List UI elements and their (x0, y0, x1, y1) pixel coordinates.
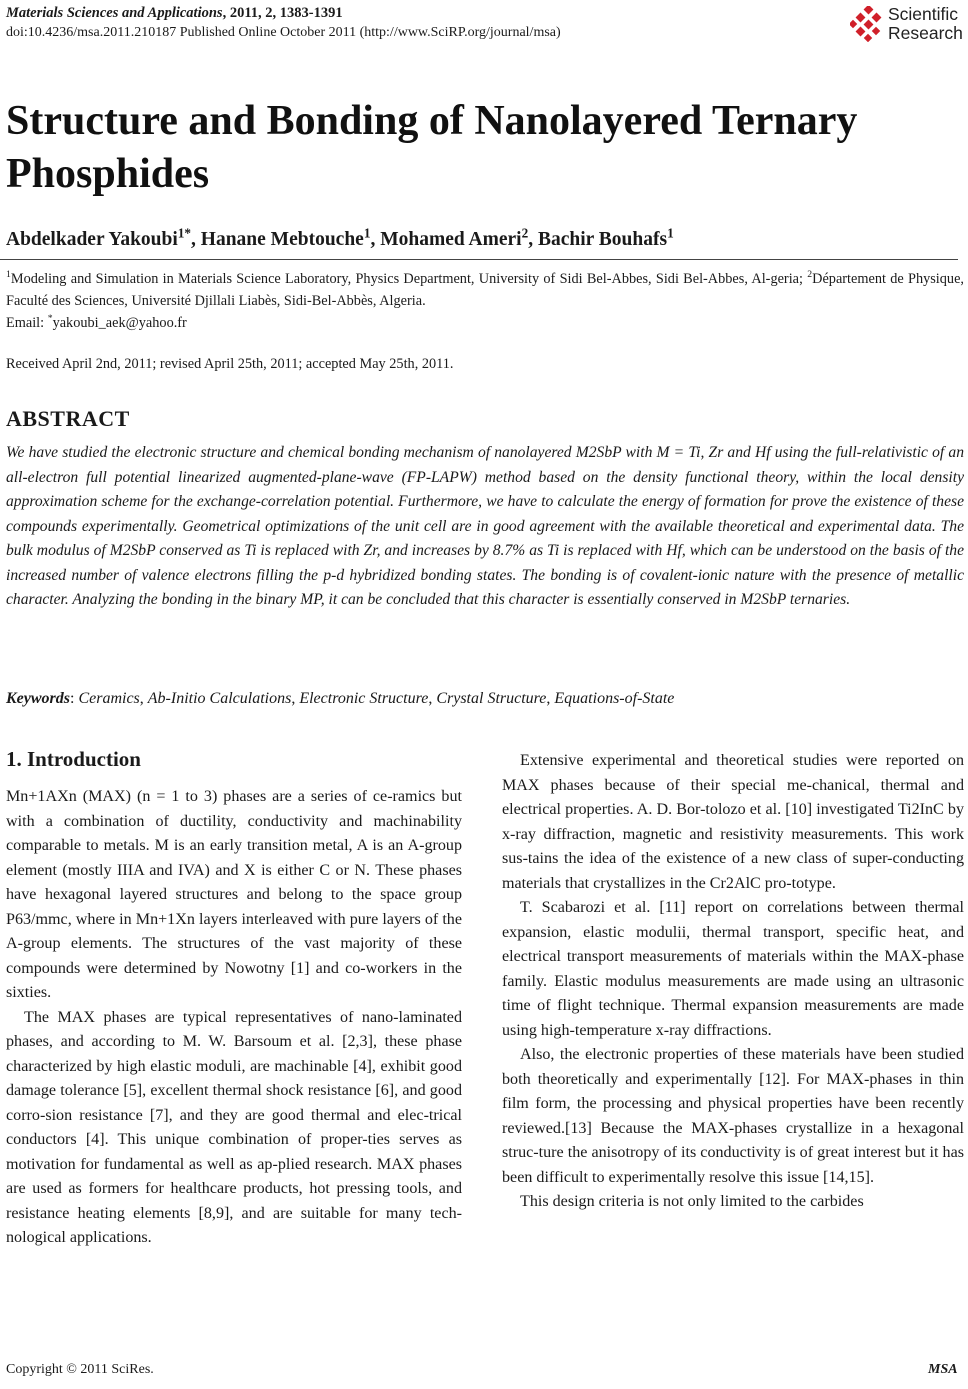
article-title (6, 95, 956, 201)
logo-word-scientific: Scientific (888, 4, 959, 24)
scirp-logo-icon (850, 6, 886, 42)
journal-volume: , 2011, 2, 1383-1391 (222, 5, 343, 21)
title-line-2: Phosphides (6, 151, 210, 197)
logo-word-research: Research (888, 23, 963, 43)
affiliation-2: Département de Physique, Faculté des Sciences, Université Djillali Liabès, Sidi-Bel-Abbès, Algeria. (6, 271, 964, 309)
intro-paragraph: The MAX phases are typical representatives of nano-laminated phases, and according to M. W. Barsoum et al. [2,3], these phase characterized by high elastic moduli, are machinable [4], exhibit good damage tolerance [5], excellent thermal shock resistance [6], and good corro-sion resistance [7], and they are good thermal and elec-trical conductors [4]. This unique combination of proper-ties serves as motivation for fundamental as well as ap-plied research. MAX phases are used as formers for healthcare products, hot pressing tools, and resistance heating elements [8,9], and are suitable for many tech-nological applications. (6, 1008, 462, 1246)
affil-mark: 2 (807, 269, 813, 281)
footer-journal-abbr: MSA (928, 1362, 958, 1377)
author-affil-mark: 1* (177, 225, 192, 241)
email-mark: * (47, 313, 53, 325)
author-name: Bachir Bouhafs (537, 229, 668, 250)
affiliation-1: Modeling and Simulation in Materials Science Laboratory, Physics Department, University of Sidi Bel-Abbes, Sidi Bel-Abbes, Al-geria; (10, 271, 808, 287)
author-name: Abdelkader Yakoubi (6, 229, 178, 250)
intro-paragraph: Extensive experimental and theoretical studies were reported on MAX phases because of their special me-chanical, thermal and electrical properties. A. D. Bor-tolozo et al. [10] investigated Ti2InC by x-ray diffraction, magnetic and resistivity measurements. This work sus-tains the idea of the existence of a new class of super-conducting materials that crystallizes in the Cr2AlC pro-totype. (502, 752, 964, 892)
author-affil-mark: 1 (363, 225, 371, 241)
intro-paragraph: T. Scabarozi et al. [11] report on correlations between thermal expansion, elastic modulii, thermal transport, specific heat, and electrical transport measurements of materials within the MAX-phase family. Elastic modulus measurements are made using an ultrasonic time of flight technique. Thermal expansion measurements are made using high-temperature x-ray diffractions. (502, 899, 964, 1039)
journal-header (6, 4, 561, 42)
keyword: Crystal Structure (436, 690, 547, 707)
email-address[interactable]: yakoubi_aek@yahoo.fr (52, 315, 187, 331)
body-column-left (6, 785, 462, 1251)
footer-copyright: Copyright © 2011 SciRes. (6, 1362, 154, 1377)
section-heading-introduction: 1. Introduction (6, 747, 141, 771)
affil-mark: 1 (6, 269, 11, 281)
author-affil-mark: 2 (521, 225, 529, 241)
keyword: Ceramics (78, 690, 140, 707)
doi-line: doi:10.4236/msa.2011.210187 Published Online October 2011 (http://www.SciRP.org/journal/msa) (6, 25, 561, 40)
author-list: Abdelkader Yakoubi$^{1*}$, Hanane Mebtouche$^1$, Mohamed Ameri$^2$, Bachir Bouhafs$^1$ (6, 225, 674, 250)
author-name: Mohamed Ameri (380, 229, 522, 250)
title-line-1: Structure and Bonding of Nanolayered Ternary (6, 98, 858, 144)
keyword: Equations-of-State (554, 690, 675, 707)
keyword: Ab-Initio Calculations (147, 690, 292, 707)
email-label: Email: (6, 315, 48, 331)
journal-name: Materials Sciences and Applications (6, 5, 223, 21)
intro-paragraph: Also, the electronic properties of these materials have been studied both theoretically and experimentally [12]. For MAX-phases in thin film form, the processing and physical properties have been recently reviewed.[13] Because the MAX-phases crystallize in a hexagonal struc-ture the anisotropy of its conductivity is of great interest but it has been difficult to experimentally resolve this issue [14,15]. (502, 1046, 964, 1186)
header-divider (0, 259, 958, 260)
abstract-heading: ABSTRACT (6, 406, 130, 431)
email-line (6, 315, 187, 332)
received-dates: Received April 2nd, 2011; revised April 25th, 2011; accepted May 25th, 2011. (6, 356, 454, 372)
intro-paragraph: This design criteria is not only limited to the carbides (520, 1193, 864, 1210)
abstract-text: We have studied the electronic structure and chemical bonding mechanism of nanolayered M2SbP with M = Ti, Zr and Hf using the full-relativistic of an all-electron full potential linearized augmented-plane-wave (FP-LAPW) method based on the density functional theory, within the local density approximation scheme for the exchange-correlation potential. Furthermore, we have to calculate the energy of formation for prove the existence of these compounds experimentally. Geometrical optimizations of the unit cell are in good agreement with the available theoretical and experimental data. The bulk modulus of M2SbP conserved as Ti is replaced with Zr, and increases by 8.7% as Ti is replaced with Hf, which can be understood on the basis of the increased number of valence electrons filling the p-d hybridized bonding states. The bonding is of covalent-ionic nature with the presence of metallic character. Analyzing the bonding in the binary MP, it can be concluded that this character is essentially conserved in M2SbP ternaries. (6, 444, 964, 608)
author-affil-mark: 1 (667, 225, 674, 241)
publisher-logo (850, 2, 968, 46)
affiliations (6, 268, 964, 312)
keywords-label: Keywords (6, 690, 70, 707)
body-column-right (502, 749, 964, 1215)
intro-paragraph: Mn+1AXn (MAX) (n = 1 to 3) phases are a series of ce-ramics but with a combination of ductility, conductivity and machinability comparable to metals. M is an early transition metal, A is an A-group element (mostly IIIA and IVA) and X is either C or N. These phases have hexagonal layered structures and belong to the space group P63/mmc, where in Mn+1Xn layers interleaved with pure layers of the A-group elements. The structures of the vast majority of these compounds were determined by Nowotny [1] and co-workers in the sixties. (6, 788, 462, 1001)
keyword: Electronic Structure (299, 690, 429, 707)
journal-citation (6, 4, 561, 23)
keywords-line: Keywords: Ceramics, Ab-Initio Calculations, Electronic Structure, Crystal Structure, Equations-of-State (6, 690, 675, 707)
author-name: Hanane Mebtouche (200, 229, 364, 250)
